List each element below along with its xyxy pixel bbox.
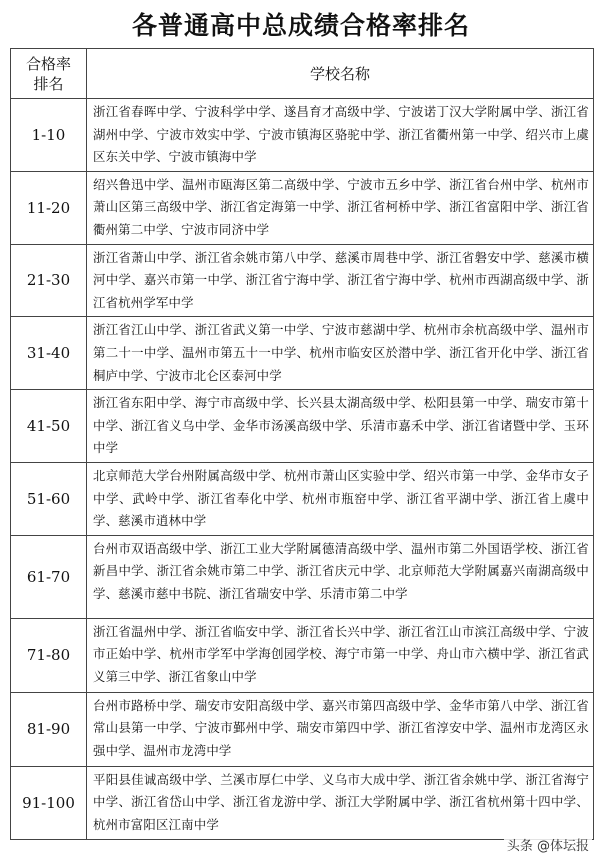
school-list: 浙江省温州中学、浙江省临安中学、浙江省长兴中学、浙江省江山市滨江高级中学、宁波市正始中学、杭州市学军中学海创园学校、海宁市第一中学、舟山市六横中学、浙江省武义第三中学、浙江省象山中学 [87, 618, 594, 692]
school-list: 浙江省江山中学、浙江省武义第一中学、宁波市慈湖中学、杭州市余杭高级中学、温州市第二十一中学、温州市第五十一中学、杭州市临安区於潜中学、浙江省开化中学、浙江省桐庐中学、宁波市北仑区泰河中学 [87, 317, 594, 390]
table-row [11, 766, 594, 839]
rank-range: 71-80 [11, 618, 87, 692]
school-list: 台州市路桥中学、瑞安市安阳高级中学、嘉兴市第四高级中学、金华市第八中学、浙江省常山县第一中学、宁波市鄞州中学、瑞安市第四中学、浙江省淳安中学、温州市龙湾区永强中学、温州市龙湾中学 [87, 692, 594, 766]
school-list: 浙江省东阳中学、海宁市高级中学、长兴县太湖高级中学、松阳县第一中学、瑞安市第十中学、浙江省义乌中学、金华市汤溪高级中学、乐清市嘉禾中学、浙江省诸暨中学、玉环中学 [87, 390, 594, 463]
table-row [11, 462, 594, 535]
table-row [11, 618, 594, 692]
school-column-header: 学校名称 [87, 49, 594, 99]
rank-range: 31-40 [11, 317, 87, 390]
table-row [11, 171, 594, 244]
rank-range: 1-10 [11, 99, 87, 172]
watermark: 头条 @体坛报 [504, 834, 592, 855]
school-list: 台州市双语高级中学、浙江工业大学附属德清高级中学、温州市第二外国语学校、浙江省新昌中学、浙江省余姚市第二中学、浙江省庆元中学、北京师范大学附属嘉兴南湖高级中学、慈溪市慈中书院、浙江省瑞安中学、乐清市第二中学 [87, 535, 594, 618]
table-header-row [11, 49, 594, 99]
school-list: 平阳县佳诚高级中学、兰溪市厚仁中学、义乌市大成中学、浙江省余姚中学、浙江省海宁中学、浙江省岱山中学、浙江省龙游中学、浙江大学附属中学、浙江省杭州第十四中学、杭州市富阳区江南中学 [87, 766, 594, 839]
rank-column-header [11, 49, 87, 99]
rank-range: 41-50 [11, 390, 87, 463]
school-list: 浙江省萧山中学、浙江省余姚市第八中学、慈溪市周巷中学、浙江省磐安中学、慈溪市横河中学、嘉兴市第一中学、浙江省宁海中学、浙江省宁海中学、杭州市西湖高级中学、浙江省杭州学军中学 [87, 244, 594, 317]
rank-range: 11-20 [11, 171, 87, 244]
rank-range: 21-30 [11, 244, 87, 317]
table-row [11, 317, 594, 390]
ranking-table [10, 48, 594, 840]
rank-range: 81-90 [11, 692, 87, 766]
rank-column-header-line1: 合格率 [25, 54, 71, 73]
page-title: 各普通高中总成绩合格率排名 [131, 11, 470, 40]
table-row [11, 535, 594, 618]
table-row [11, 244, 594, 317]
rank-column-header-line2: 排名 [33, 74, 64, 93]
rank-range: 51-60 [11, 462, 87, 535]
school-list: 浙江省春晖中学、宁波科学中学、遂昌育才高级中学、宁波诺丁汉大学附属中学、浙江省湖州中学、宁波市效实中学、宁波市镇海区骆驼中学、浙江省衢州第一中学、绍兴市上虞区东关中学、宁波市镇海中学 [87, 99, 594, 172]
school-list: 绍兴鲁迅中学、温州市瓯海区第二高级中学、宁波市五乡中学、浙江省台州中学、杭州市萧山区第三高级中学、浙江省定海第一中学、浙江省柯桥中学、浙江省富阳中学、浙江省衢州第二中学、宁波市同济中学 [87, 171, 594, 244]
table-row [11, 99, 594, 172]
table-row [11, 692, 594, 766]
table-row [11, 390, 594, 463]
rank-range: 61-70 [11, 535, 87, 618]
rank-range: 91-100 [11, 766, 87, 839]
school-list: 北京师范大学台州附属高级中学、杭州市萧山区实验中学、绍兴市第一中学、金华市女子中学、武岭中学、浙江省奉化中学、杭州市瓶窑中学、浙江省平湖中学、浙江省上虞中学、慈溪市逍林中学 [87, 462, 594, 535]
